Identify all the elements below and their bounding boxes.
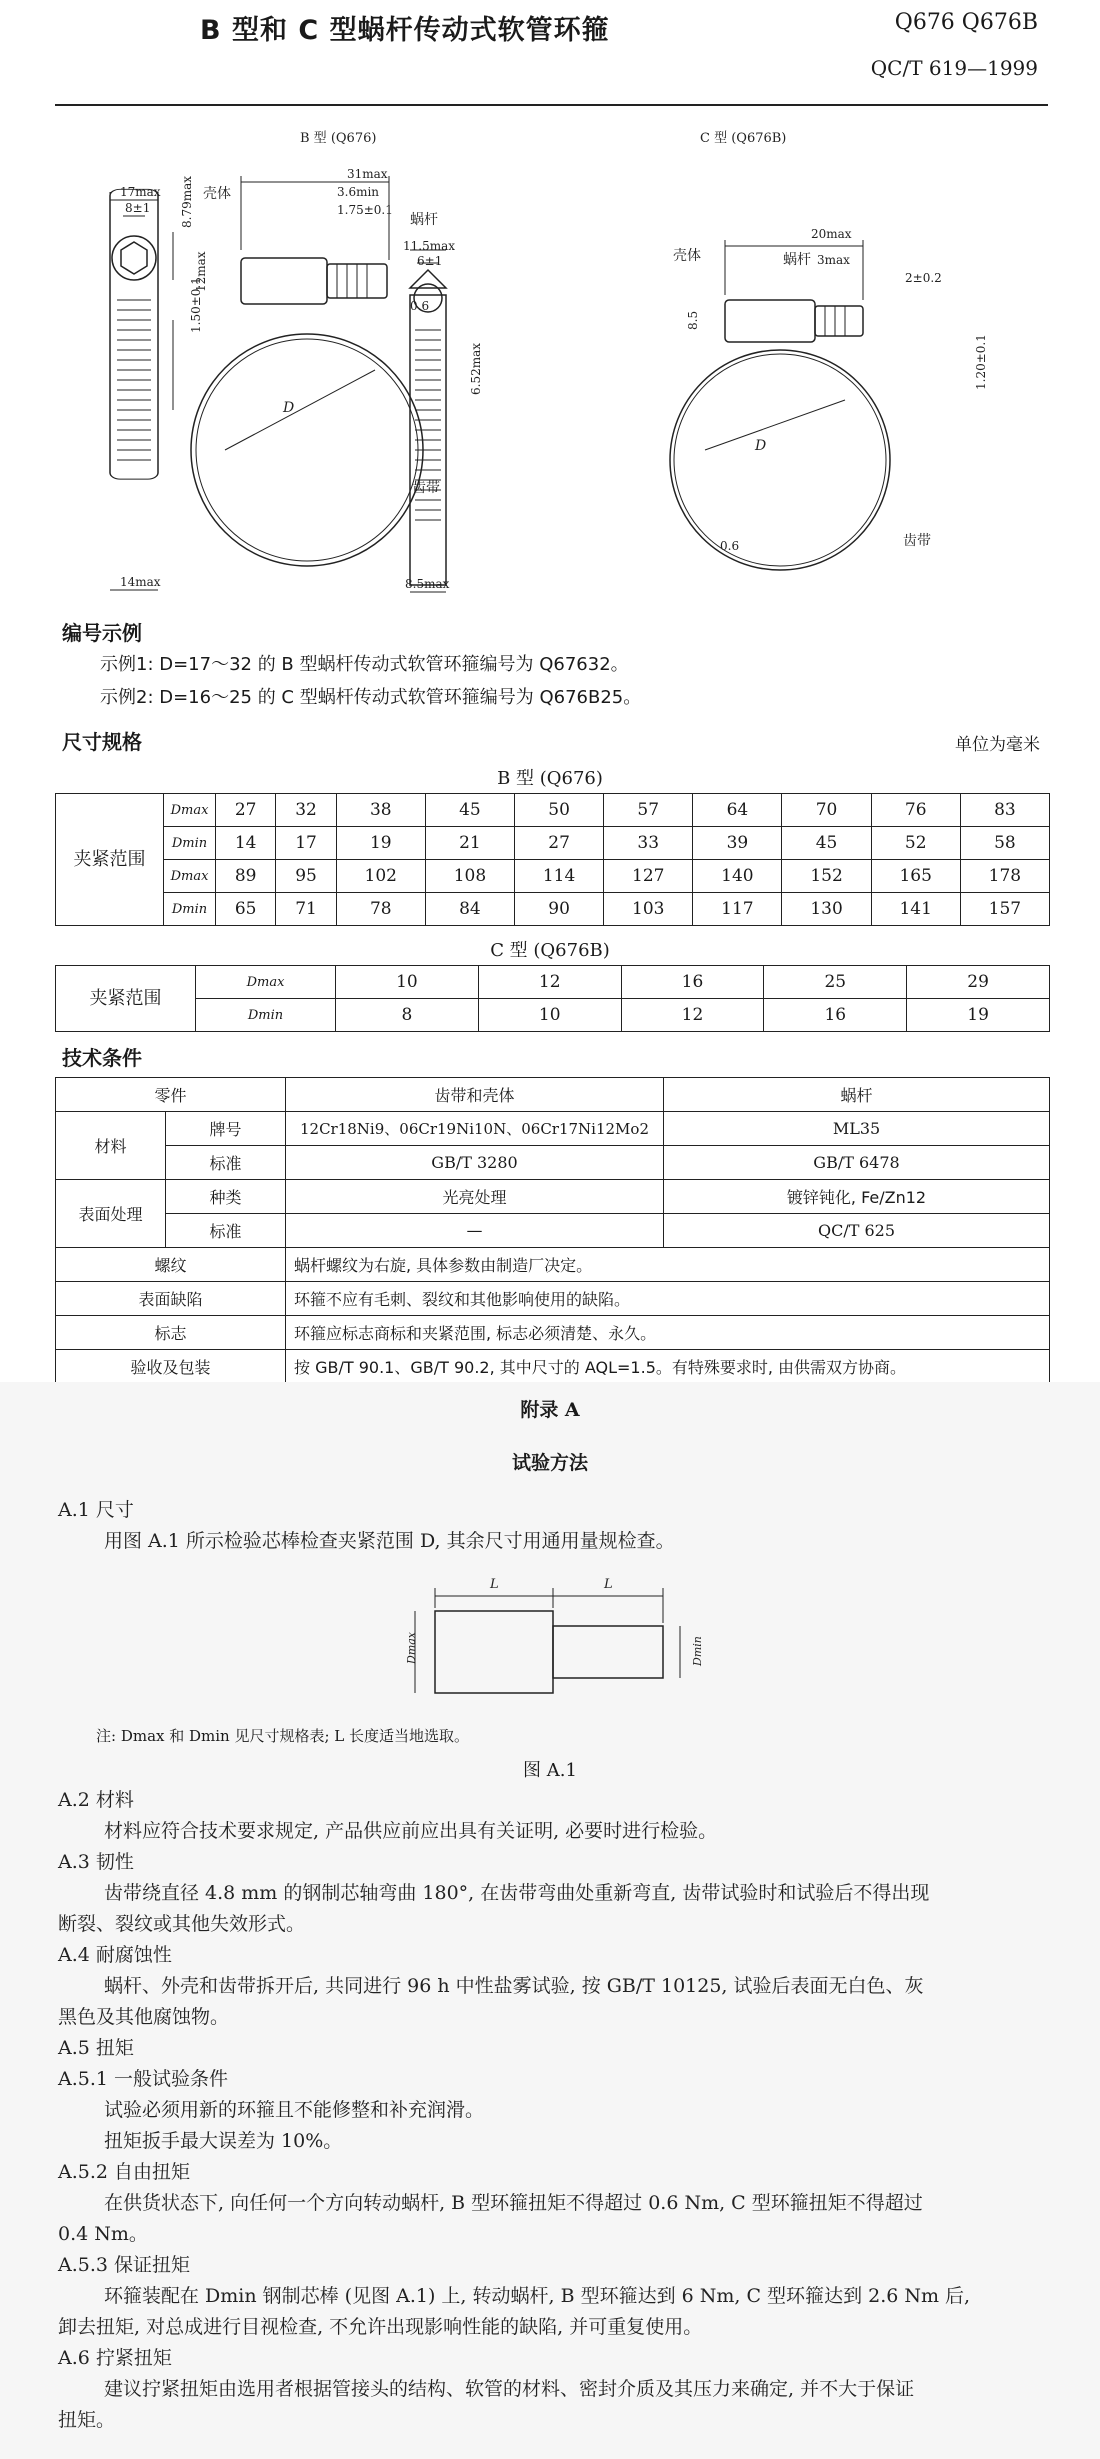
c-cell: 16 [764,999,907,1032]
b-cell: 38 [336,794,425,827]
a4-heading: A.4 耐腐蚀性 [58,1944,172,1966]
grade-worm: ML35 [664,1112,1050,1146]
b-cell: 27 [515,827,604,860]
c-cell: 25 [764,966,907,999]
c-front-view [670,240,890,570]
tech-table [55,1077,1050,1384]
c-type-caption: C 型 (Q676B) [700,131,787,146]
std2-worm: QC/T 625 [664,1214,1050,1248]
c-worm-label: 蜗杆 [783,252,811,268]
appendix-title: 附录 A [520,1399,580,1421]
header-rule [55,104,1048,106]
b-shell-label: 壳体 [203,186,231,202]
b-size-table [55,793,1050,926]
c-cell: 16 [621,966,764,999]
h-band: 齿带和壳体 [286,1078,664,1112]
c-dim-85: 8.5max [405,577,450,591]
b-cell: 76 [871,794,960,827]
b-cell: 45 [425,794,514,827]
fig-dmax: Dmax [405,1631,418,1664]
b-dim-06: 0.6 [410,299,430,313]
a6-text-1: 建议拧紧扭矩由选用者根据管接头的结构、软管的材料、密封介质及其压力来确定, 并不大于保证 [104,2378,915,2400]
b-cell: 130 [782,893,871,926]
a3-text-2: 断裂、裂纹或其他失效形式。 [58,1913,306,1935]
b-cell: 57 [604,794,693,827]
c-dmin-label: Dmin [196,999,336,1032]
standard-label: 标准 [166,1146,286,1180]
a6-heading: A.6 拧紧扭矩 [58,2347,172,2369]
example-1: 示例1: D=17～32 的 B 型蜗杆传动式软管环箍编号为 Q67632。 [100,654,629,675]
std-band: GB/T 3280 [286,1146,664,1180]
b-cell: 84 [425,893,514,926]
b-cell: 58 [960,827,1049,860]
b-cell: 90 [515,893,604,926]
clamp-drawing [55,120,1045,600]
b-cell: 95 [276,860,336,893]
mark-text: 环箍应标志商标和夹紧范围, 标志必须清楚、永久。 [286,1316,1050,1350]
a6-text-2: 扭矩。 [58,2409,116,2431]
c-dim-652: 6.52max [469,342,483,395]
material-label: 材料 [56,1112,166,1180]
b-dim-8: 8±1 [125,201,151,215]
c-dim-115: 11.5max [403,239,456,253]
c-cell: 10 [336,966,479,999]
c-table-title: C 型 (Q676B) [490,940,610,961]
c-dim-120: 1.20±0.1 [974,334,988,390]
b-cell: 117 [693,893,782,926]
a3-heading: A.3 韧性 [58,1851,134,1873]
c-dim-6: 6±1 [417,254,443,268]
b-table-title: B 型 (Q676) [497,768,603,789]
b-cell: 27 [216,794,276,827]
b-cell: 32 [276,794,336,827]
a4-text-2: 黑色及其他腐蚀物。 [58,2006,230,2028]
std2-band: — [286,1214,664,1248]
c-dim-06: 0.6 [720,539,740,553]
b-range-label: 夹紧范围 [56,794,164,926]
a2-text: 材料应符合技术要求规定, 产品供应前应出具有关证明, 必要时进行检验。 [104,1820,718,1842]
b-dim-14: 14max [120,575,161,589]
example-2: 示例2: D=16～25 的 C 型蜗杆传动式软管环箍编号为 Q676B25。 [100,687,642,708]
a5-heading: A.5 扭矩 [58,2037,134,2059]
c-dim-20: 20max [811,227,852,241]
b-dmin-label-2: Dmin [164,893,216,926]
defect-text: 环箍不应有毛刺、裂纹和其他影响使用的缺陷。 [286,1282,1050,1316]
a51-text-2: 扭矩扳手最大误差为 10%。 [104,2130,343,2152]
b-cell: 102 [336,860,425,893]
std-worm: GB/T 6478 [664,1146,1050,1180]
a1-text: 用图 A.1 所示检验芯棒检查夹紧范围 D, 其余尺寸用通用量规检查。 [104,1530,675,1552]
b-cell: 39 [693,827,782,860]
kind-worm: 镀锌钝化, Fe/Zn12 [664,1180,1050,1214]
c-dim-85b: 8.5 [686,310,700,330]
b-cell: 140 [693,860,782,893]
thread-text: 蜗杆螺纹为右旋, 具体参数由制造厂决定。 [286,1248,1050,1282]
b-cell: 45 [782,827,871,860]
standard-number: QC/T 619—1999 [870,56,1038,80]
kind-band: 光亮处理 [286,1180,664,1214]
b-cell: 50 [515,794,604,827]
c-range-label: 夹紧范围 [56,966,196,1032]
appendix-subtitle: 试验方法 [511,1452,588,1474]
b-band-label: 齿带 [412,480,440,496]
b-type-caption: B 型 (Q676) [300,131,377,146]
b-cell: 89 [216,860,276,893]
b-dim-150: 1.50±0.1 [189,277,203,333]
b-worm-label: 蜗杆 [410,212,438,228]
b-dim-17: 17max [120,185,161,199]
defect-label: 表面缺陷 [56,1282,286,1316]
surface-label: 表面处理 [56,1180,166,1248]
figure-caption: 图 A.1 [523,1760,577,1781]
b-band-teeth [117,300,151,460]
b-cell: 103 [604,893,693,926]
c-dmax-label: Dmax [196,966,336,999]
b-dim-36: 3.6min [337,185,380,199]
b-cell: 14 [216,827,276,860]
b-cell: 141 [871,893,960,926]
b-cell: 21 [425,827,514,860]
grade-label: 牌号 [166,1112,286,1146]
fig-l1: L [490,1577,499,1592]
c-cell: 12 [621,999,764,1032]
b-dim-31: 31max [347,167,388,181]
b-cell: 83 [960,794,1049,827]
a53-text-2: 卸去扭矩, 对总成进行目视检查, 不允许出现影响性能的缺陷, 并可重复使用。 [58,2316,703,2338]
examples-heading: 编号示例 [62,621,142,645]
c-dim-3: 3max [817,253,850,267]
c-cell: 10 [478,999,621,1032]
c-band-label: 齿带 [903,533,931,549]
b-dmax-label: Dmax [164,794,216,827]
c-cell: 29 [907,966,1050,999]
h-worm: 蜗杆 [664,1078,1050,1112]
product-codes: Q676 Q676B [894,10,1038,35]
b-cell: 70 [782,794,871,827]
a53-text-1: 环箍装配在 Dmin 钢制芯棒 (见图 A.1) 上, 转动蜗杆, B 型环箍达到 6 Nm, C 型环箍达到 2.6 Nm 后, [104,2285,971,2307]
unit-note: 单位为毫米 [955,735,1040,755]
a51-heading: A.5.1 一般试验条件 [58,2068,229,2090]
dims-heading: 尺寸规格 [62,730,142,754]
c-dim-2: 2±0.2 [905,271,942,285]
b-cell: 165 [871,860,960,893]
accept-label: 验收及包装 [56,1350,286,1384]
c-cell: 8 [336,999,479,1032]
figure-note: 注: Dmax 和 Dmin 见尺寸规格表; L 长度适当地选取。 [96,1727,470,1745]
a52-heading: A.5.2 自由扭矩 [58,2161,191,2183]
accept-text: 按 GB/T 90.1、GB/T 90.2, 其中尺寸的 AQL=1.5。有特殊要求时, 由供需双方协商。 [286,1350,1050,1384]
standard-label-2: 标准 [166,1214,286,1248]
c-cell: 19 [907,999,1050,1032]
a51-text-1: 试验必须用新的环箍且不能修整和补充润滑。 [104,2099,485,2121]
grade-band: 12Cr18Ni9、06Cr19Ni10N、06Cr17Ni12Mo2 [286,1112,664,1146]
b-cell: 157 [960,893,1049,926]
b-dim-175: 1.75±0.1 [337,203,393,217]
b-cell: 152 [782,860,871,893]
b-cell: 52 [871,827,960,860]
b-dim-12: 12max [194,251,208,292]
a2-heading: A.2 材料 [58,1789,134,1811]
c-d-label: D [755,438,767,454]
h-part: 零件 [56,1078,286,1112]
b-dmax-label-2: Dmax [164,860,216,893]
fig-l2: L [604,1577,613,1592]
c-shell-label: 壳体 [673,248,701,264]
b-cell: 78 [336,893,425,926]
b-dim-879: 8.79max [180,175,194,228]
kind-label: 种类 [166,1180,286,1214]
b-cell: 64 [693,794,782,827]
b-cell: 127 [604,860,693,893]
tech-heading: 技术条件 [62,1046,142,1070]
b-cell: 114 [515,860,604,893]
thread-label: 螺纹 [56,1248,286,1282]
a4-text-1: 蜗杆、外壳和齿带拆开后, 共同进行 96 h 中性盐雾试验, 按 GB/T 10125, 试验后表面无白色、灰 [104,1975,924,1997]
a3-text-1: 齿带绕直径 4.8 mm 的钢制芯轴弯曲 180°, 在齿带弯曲处重新弯直, 齿带试验时和试验后不得出现 [104,1882,930,1904]
b-cell: 17 [276,827,336,860]
c-size-table [55,965,1050,1032]
a1-heading: A.1 尺寸 [58,1499,134,1521]
b-d-label: D [283,400,295,416]
a53-heading: A.5.3 保证扭矩 [58,2254,191,2276]
b-cell: 19 [336,827,425,860]
mandrel-figure [380,1568,710,1718]
b-front-view [191,176,423,566]
b-cell: 33 [604,827,693,860]
mark-label: 标志 [56,1316,286,1350]
b-dmin-label: Dmin [164,827,216,860]
a52-text-1: 在供货状态下, 向任何一个方向转动蜗杆, B 型环箍扭矩不得超过 0.6 Nm, C 型环箍扭矩不得超过 [104,2192,923,2214]
b-cell: 65 [216,893,276,926]
fig-dmin: Dmin [691,1636,704,1666]
c-cell: 12 [478,966,621,999]
b-cell: 71 [276,893,336,926]
a52-text-2: 0.4 Nm。 [58,2223,148,2245]
b-cell: 178 [960,860,1049,893]
b-cell: 108 [425,860,514,893]
page-title: B 型和 C 型蜗杆传动式软管环箍 [200,15,610,46]
